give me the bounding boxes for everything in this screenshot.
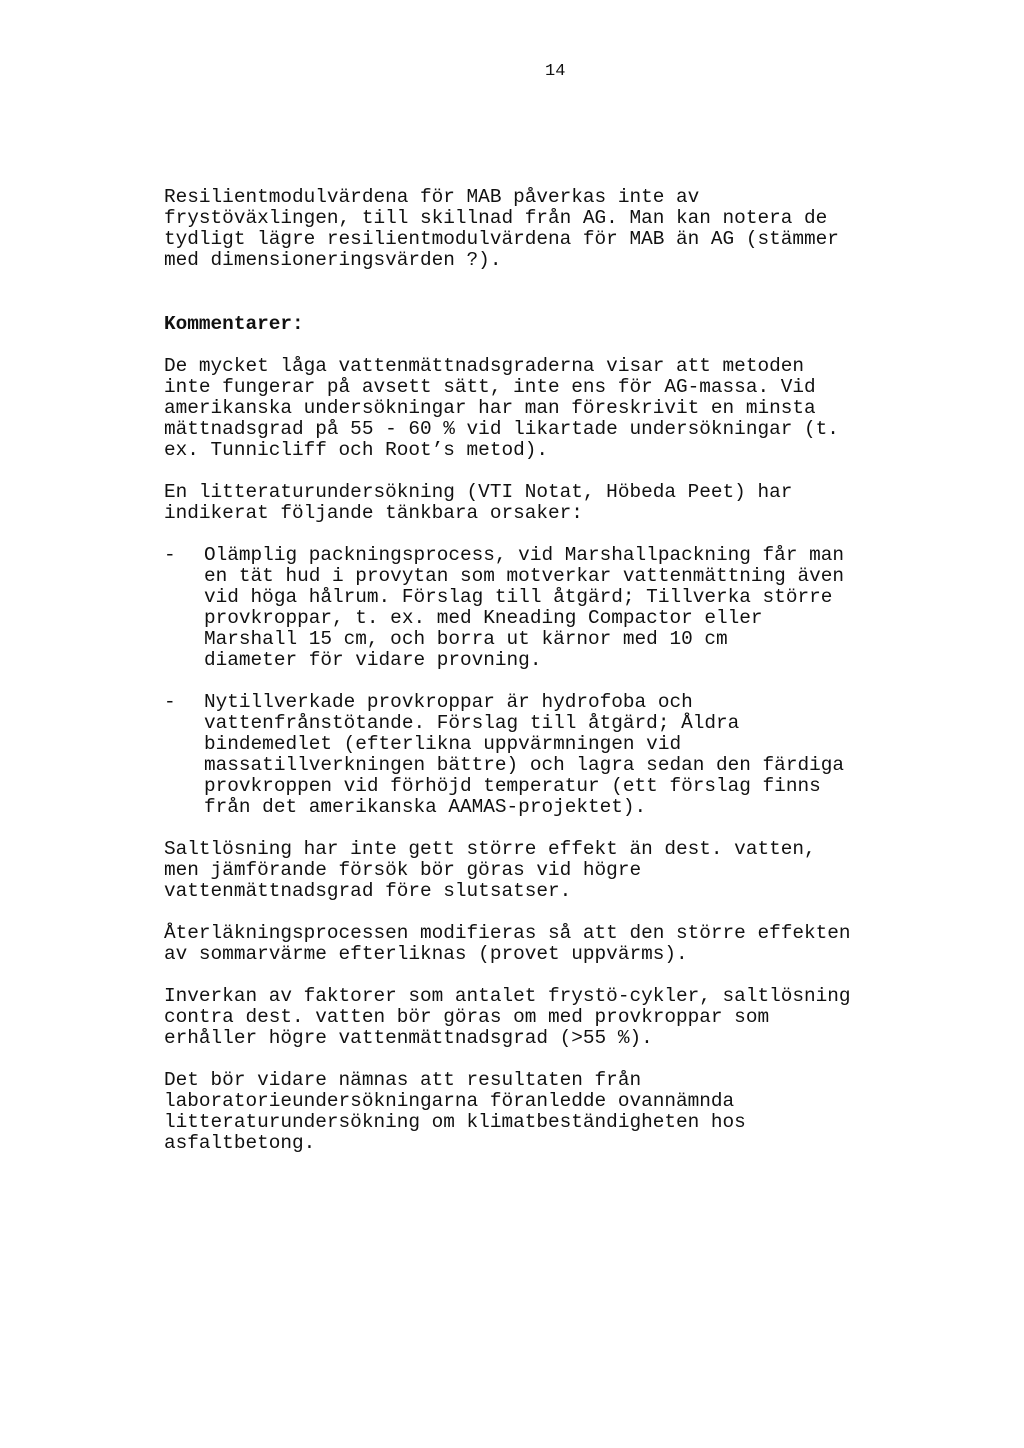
paragraph-conclusion: Det bör vidare nämnas att resultaten från laboratorieundersökningarna föranledde ovannämnda litteraturundersökning om klimatbeständigheten hos asfaltbetong. (164, 1069, 746, 1154)
bullet-marker: - (164, 544, 176, 566)
bullet-marker: - (164, 691, 176, 713)
paragraph-freeze-thaw: Inverkan av faktorer som antalet frystö-cykler, saltlösning contra dest. vatten bör göras om med provkroppar som erhåller högre vattenmättnadsgrad (>55 %). (164, 985, 851, 1049)
bullet-text-compaction: Olämplig packningsprocess, vid Marshallpackning får man en tät hud i provytan som motverkar vattenmättning även vid höga hålrum. Förslag till åtgärd; Tillverka större provkroppar, t. ex. med Kneading Compactor eller Marshall 15 cm, och borra ut kärnor med 10 cm diameter för vidare provning. (204, 544, 844, 671)
paragraph-resilient-modulus: Resilientmodulvärdena för MAB påverkas inte av frystöväxlingen, till skillnad från AG. Man kan notera de tydligt lägre resilientmodulvärdena för MAB än AG (stämmer med dimensioneringsvärden ?). (164, 186, 839, 271)
paragraph-saturation: De mycket låga vattenmättnadsgraderna visar att metoden inte fungerar på avsett sätt, inte ens för AG-massa. Vid amerikanska undersökningar har man föreskrivit en minsta mättnadsgrad på 55 - 60 % vid likartade undersökningar (t. ex. Tunnicliff och Root’s metod). (164, 355, 839, 461)
bullet-item (164, 692, 924, 818)
paragraph-salt-solution: Saltlösning har inte gett större effekt än dest. vatten, men jämförande försök bör göras vid högre vattenmättnadsgrad före slutsatser. (164, 838, 816, 902)
bullet-item (164, 545, 924, 671)
page-number: 14 (545, 62, 566, 81)
paragraph-literature-study: En litteraturundersökning (VTI Notat, Höbeda Peet) har indikerat följande tänkbara orsaker: (164, 481, 793, 524)
section-heading-comments: Kommentarer: (164, 313, 304, 335)
document-body (164, 187, 924, 1154)
paragraph-healing-process: Återläkningsprocessen modifieras så att den större effekten av sommarvärme efterliknas (provet uppvärms). (164, 922, 851, 965)
bullet-text-hydrophobic: Nytillverkade provkroppar är hydrofoba och vattenfrånstötande. Förslag till åtgärd; Åldra bindemedlet (efterlikna uppvärmningen vid massatillverkningen bättre) och lagra sedan den färdiga provkroppen vid förhöjd temperatur (ett förslag finns från det amerikanska AAMAS-projektet). (204, 691, 844, 818)
